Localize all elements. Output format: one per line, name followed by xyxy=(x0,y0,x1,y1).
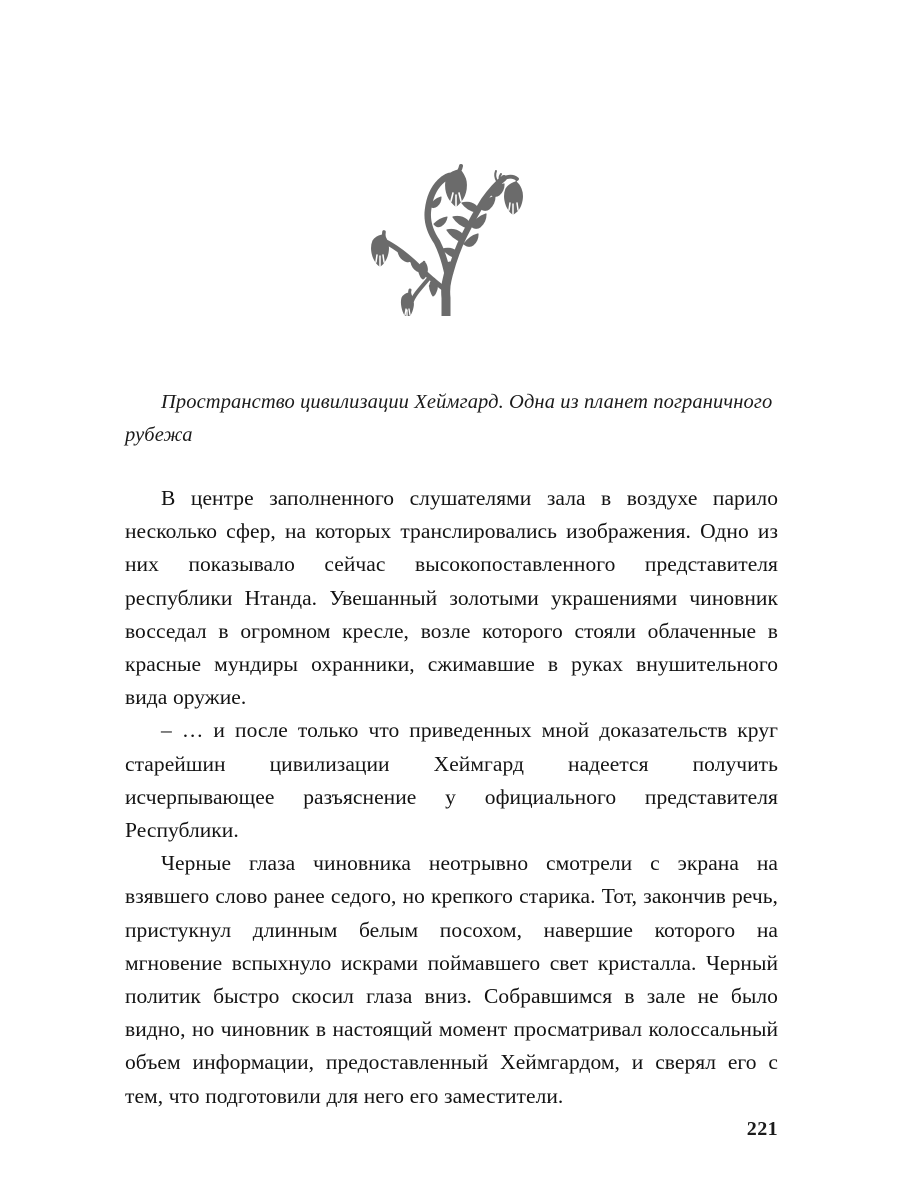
page-number: 221 xyxy=(746,1118,778,1140)
chapter-ornament xyxy=(0,148,900,318)
body-paragraph-1: В центре заполненного слушателями зала в воздухе парило несколько сфер, на которых транслировались изображения. Одно из них показывало сейчас высокопоставленного представителя республики Нтанда. Увешанный золотыми украшениями чиновник восседал в огромном кресле, возле которого стояли облаченные в красные мундиры охранники, сжимавшие в руках внушительного вида оружие. xyxy=(125,486,778,710)
scene-setting-heading: Пространство цивилизации Хеймгард. Одна из планет пограничного рубежа xyxy=(125,391,773,446)
body-paragraph-3: Черные глаза чиновника неотрывно смотрели с экрана на взявшего слово ранее седого, но крепкого старика. Тот, закончив речь, пристукнул длинным белым посохом, навершие которого на мгновение вспыхнуло искрами поймавшего свет кристалла. Черный политик быстро скосил глаза вниз. Собравшимся в зале не было видно, но чиновник в настоящий момент просматривал колоссальный объем информации, предоставленный Хеймгардом, и сверял его с тем, что подготовили для него его заместители. xyxy=(125,851,778,1108)
bellflower-sprig-icon xyxy=(364,148,536,316)
text-column xyxy=(125,386,778,1113)
body-paragraph-2-dialogue: – … и после только что приведенных мной доказательств круг старейшин цивилизации Хеймгард надеется получить исчерпывающее разъяснение у официального представителя Республики. xyxy=(125,718,778,843)
